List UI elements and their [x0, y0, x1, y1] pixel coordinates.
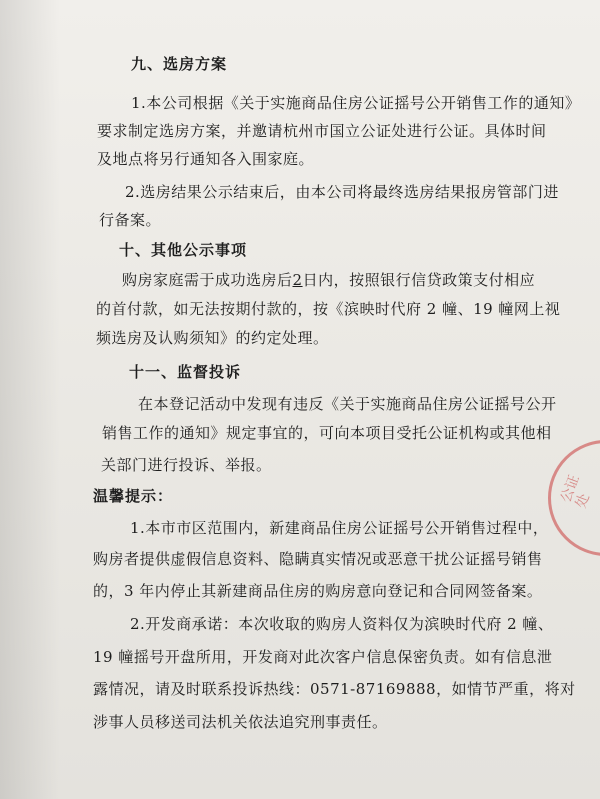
section-10-text-b: 日内，按照银行信贷政策支付相应 — [302, 271, 536, 289]
section-9-p2-line2: 行备案。 — [99, 211, 162, 229]
section-9-p1-line1: 1.本公司根据《关于实施商品住房公证摇号公开销售工作的通知》 — [131, 94, 581, 112]
section-11-heading: 十一、监督投诉 — [129, 363, 242, 381]
section-9-p1-line2: 要求制定选房方案，并邀请杭州市国立公证处进行公证。具体时间 — [97, 122, 547, 140]
section-9-p1-line3: 及地点将另行通知各入围家庭。 — [97, 150, 315, 168]
section-11-p1-line3: 关部门进行投诉、举报。 — [101, 456, 272, 474]
section-10-heading: 十、其他公示事项 — [119, 241, 248, 259]
section-11-p1-line1: 在本登记活动中发现有违反《关于实施商品住房公证摇号公开 — [138, 395, 557, 413]
tips-p1-line2: 购房者提供虚假信息资料、隐瞒真实情况或恶意干扰公证摇号销售 — [93, 550, 543, 568]
section-10-p1-line1 — [122, 271, 535, 289]
section-9-p2-line1: 2.选房结果公示结束后，由本公司将最终选房结果报房管部门进 — [125, 183, 559, 201]
page-shadow — [0, 0, 60, 799]
tips-p2-line4: 涉事人员移送司法机关依法追究刑事责任。 — [93, 713, 388, 731]
section-10-days: 2 — [292, 271, 303, 289]
tips-p1-line3: 的，3 年内停止其新建商品住房的购房意向登记和合同网签备案。 — [93, 582, 543, 600]
section-10-p1-line2: 的首付款，如无法按期付款的，按《滨映时代府 2 幢、19 幢网上视 — [96, 300, 561, 318]
tips-heading: 温馨提示： — [93, 487, 174, 505]
seal-stamp-text: 公证处 — [558, 473, 593, 511]
tips-p2-line2: 19 幢摇号开盘所用，开发商对此次客户信息保密负责。如有信息泄 — [93, 648, 553, 666]
section-10-text-a: 购房家庭需于成功选房后 — [122, 271, 293, 289]
section-9-heading: 九、选房方案 — [131, 55, 228, 73]
section-11-p1-line2: 销售工作的通知》规定事宜的，可向本项目受托公证机构或其他相 — [102, 424, 552, 442]
tips-p1-line1: 1.本市市区范围内，新建商品住房公证摇号公开销售过程中， — [130, 519, 549, 537]
section-10-p1-line3: 频选房及认购须知》的约定处理。 — [96, 329, 329, 347]
tips-p2-line1: 2.开发商承诺：本次收取的购房人资料仅为滨映时代府 2 幢、 — [130, 615, 554, 633]
tips-p2-line3: 露情况，请及时联系投诉热线：0571-87169888，如情节严重，将对 — [93, 680, 576, 698]
